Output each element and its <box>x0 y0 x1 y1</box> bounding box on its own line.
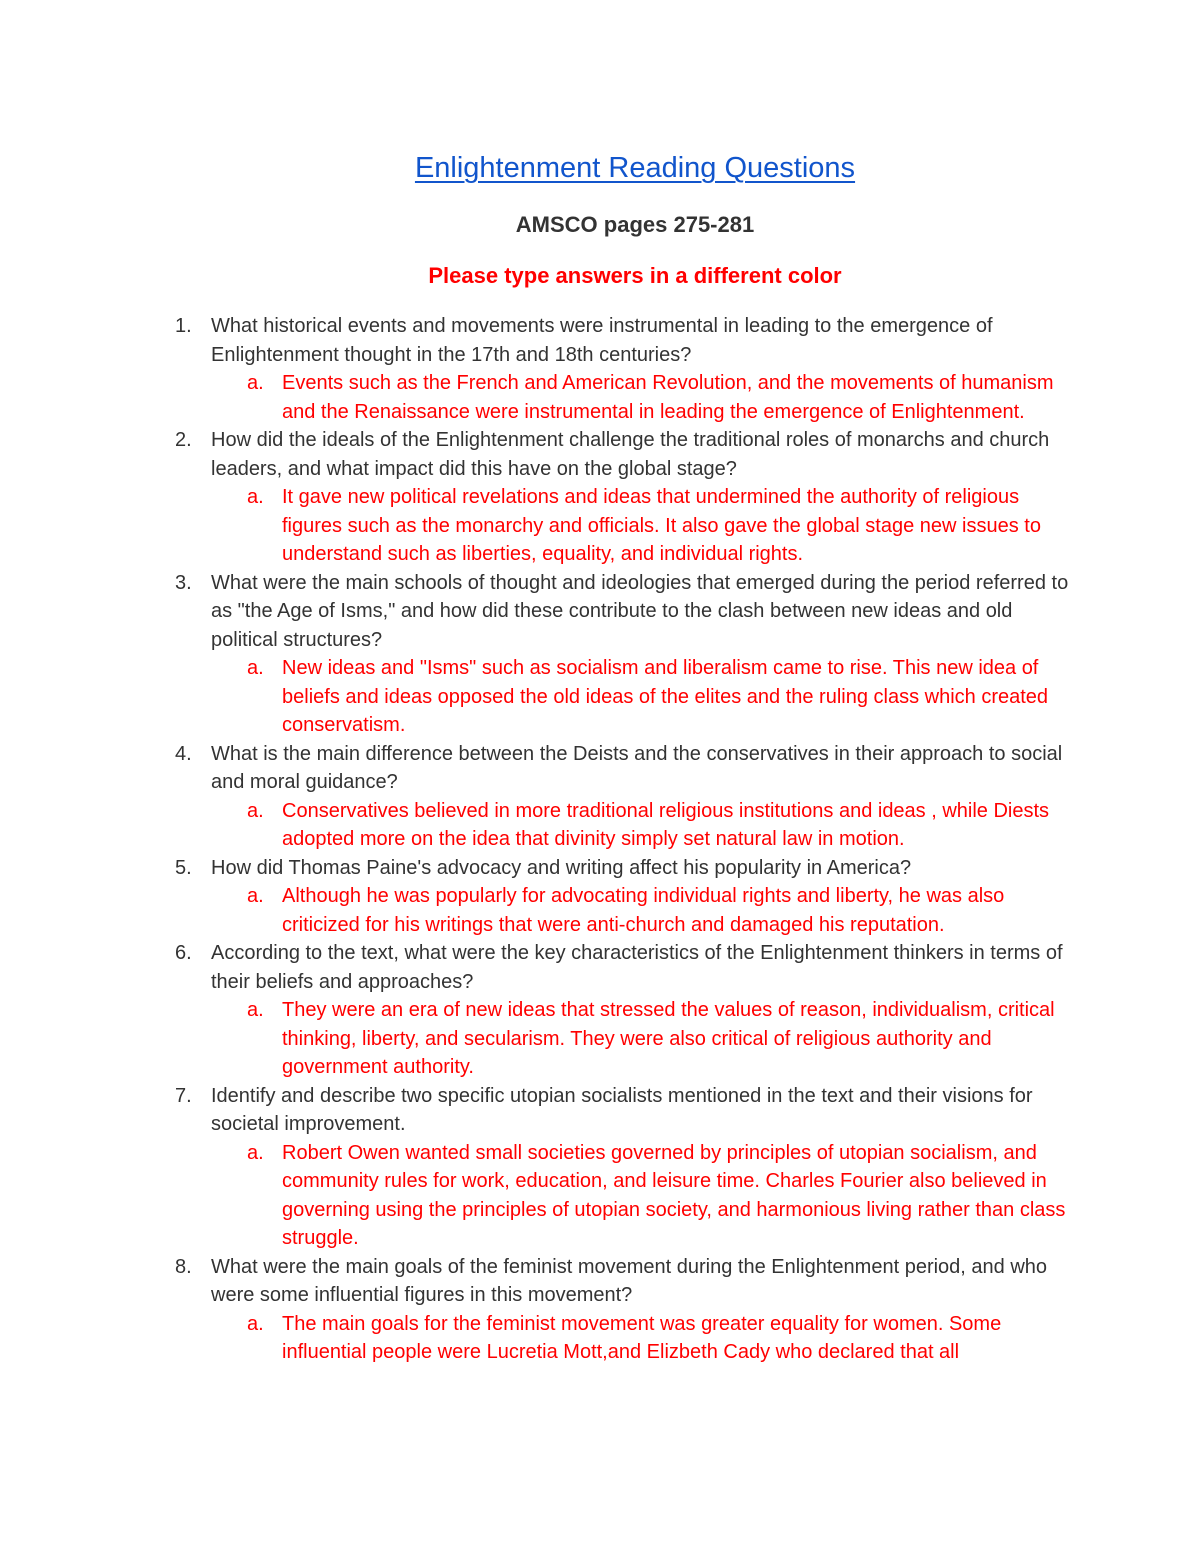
question-item <box>0 1082 1071 1139</box>
question-number: 6. <box>175 942 192 964</box>
answer-item <box>0 1310 1072 1367</box>
instruction-text: Please type answers in a different color <box>428 263 842 288</box>
answer-letter: a. <box>247 1312 264 1335</box>
question-item <box>0 740 1071 797</box>
question-text: What were the main schools of thought and ideologies that emerged during the period referred to as "the Age of Isms," and how did these contribute to the clash between new ideas and old political structures? <box>211 571 1069 651</box>
document-title: Enlightenment Reading Questions <box>414 152 856 184</box>
answer-text: Events such as the French and American Revolution, and the movements of humanism and the Renaissance were instrumental in leading the emergence of Enlightenment. <box>282 372 1054 423</box>
answer-text: It gave new political revelations and ideas that undermined the authority of religious figures such as the monarchy and officials. It also gave the global stage new issues to understand such as liberties, equality, and individual rights. <box>282 486 1041 565</box>
answer-letter: a. <box>247 486 264 508</box>
answer-item <box>0 483 1072 569</box>
answer-letter: a. <box>247 657 264 679</box>
question-text: How did Thomas Paine's advocacy and writing affect his popularity in America? <box>211 856 912 879</box>
document-subtitle: AMSCO pages 275-281 <box>515 212 755 237</box>
answer-text: New ideas and "Isms" such as socialism and liberalism came to rise. This new idea of beliefs and ideas opposed the old ideas of the elites and the ruling class which created conservatism. <box>282 657 1049 736</box>
answer-item <box>0 996 1072 1082</box>
question-text: According to the text, what were the key characteristics of the Enlightenment thinkers in terms of their beliefs and approaches? <box>211 942 1063 993</box>
question-text: What were the main goals of the feminist movement during the Enlightenment period, and who were some influential figures in this movement? <box>211 1255 1048 1306</box>
question-number: 8. <box>175 1255 192 1278</box>
question-number: 7. <box>175 1084 192 1107</box>
question-item <box>0 312 1071 369</box>
question-item <box>0 569 1071 655</box>
answer-item <box>0 1139 1072 1253</box>
question-list <box>0 312 1200 1367</box>
question-item <box>0 854 1071 883</box>
answer-text: Robert Owen wanted small societies governed by principles of utopian socialism, and community rules for work, education, and leisure time. Charles Fourier also believed in governing using the principles of utopian society, and harmonious living rather than class struggle. <box>282 1141 1066 1249</box>
question-text: Identify and describe two specific utopian socialists mentioned in the text and their visions for societal improvement. <box>211 1084 1033 1135</box>
answer-letter: a. <box>247 885 264 907</box>
question-number: 5. <box>175 856 192 879</box>
question-number: 1. <box>175 315 192 337</box>
question-number: 4. <box>175 742 192 765</box>
question-text: How did the ideals of the Enlightenment challenge the traditional roles of monarchs and church leaders, and what impact did this have on the global stage? <box>211 429 1050 480</box>
answer-item <box>0 369 1072 426</box>
answer-text: Conservatives believed in more traditional religious institutions and ideas , while Diests adopted more on the idea that divinity simply set natural law in motion. <box>282 799 1050 850</box>
question-item <box>0 939 1071 996</box>
question-text: What historical events and movements were instrumental in leading to the emergence of Enlightenment thought in the 17th and 18th centuries? <box>211 315 993 366</box>
answer-item <box>0 797 1072 854</box>
answer-item <box>0 654 1072 740</box>
answer-text: They were an era of new ideas that stressed the values of reason, individualism, critical thinking, liberty, and secularism. They were also critical of religious authority and government authority. <box>282 999 1055 1078</box>
answer-text: Although he was popularly for advocating individual rights and liberty, he was also criticized for his writings that were anti-church and damaged his reputation. <box>282 885 1005 936</box>
answer-letter: a. <box>247 1141 264 1164</box>
question-item <box>0 426 1071 483</box>
question-text: What is the main difference between the Deists and the conservatives in their approach to social and moral guidance? <box>211 742 1063 793</box>
answer-letter: a. <box>247 372 264 394</box>
question-number: 2. <box>175 429 192 451</box>
answer-item <box>0 882 1072 939</box>
answer-letter: a. <box>247 799 264 822</box>
answer-text: The main goals for the feminist movement was greater equality for women. Some influential people were Lucretia Mott,and Elizbeth Cady who declared that all <box>282 1312 1002 1363</box>
question-number: 3. <box>175 571 192 594</box>
question-item <box>0 1253 1071 1310</box>
answer-letter: a. <box>247 999 264 1021</box>
